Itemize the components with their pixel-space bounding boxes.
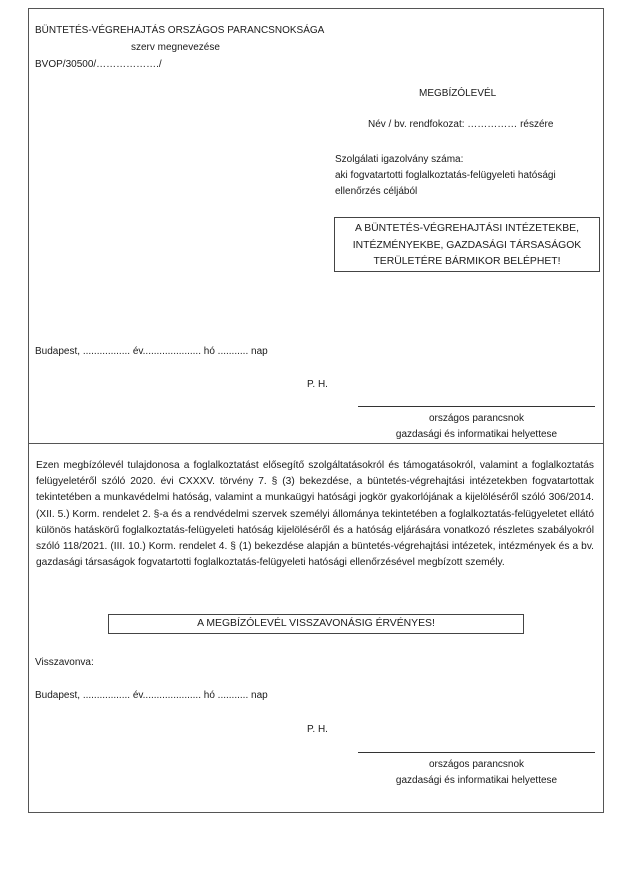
purpose-line-2: ellenőrzés céljából [335,186,418,197]
seal-placeholder: P. H. [307,724,328,735]
document-frame [28,8,604,813]
access-notice-box [334,217,600,272]
org-subtitle: szerv megnevezése [131,42,220,53]
validity-notice: A MEGBÍZÓLEVÉL VISSZAVONÁSIG ÉRVÉNYES! [197,618,435,629]
access-notice-line: INTÉZMÉNYEKBE, GAZDASÁGI TÁRSASÁGOK [352,239,582,251]
section-divider [29,443,603,444]
date-line: Budapest, ................. év..................... hó ........... nap [35,346,268,357]
purpose-line-1: aki fogvatartotti foglalkoztatás-felügyeleti hatósági [335,170,556,181]
reference-number: BVOP/30500/………………./ [35,59,162,70]
legal-basis-text: Ezen megbízólevél tulajdonosa a foglalkoztatást elősegítő szolgáltatásokról és támogatásokról, valamint a foglalkoztatás felügyeletéről szóló 2020. évi CXXXV. törvény 7. § (3) bekezdése, a büntetés-végrehajtási intézetekben fogvatartottak tekintetében a munkavédelmi hatóság, valamint a munkaügyi hatósági jogkör gyakorlójának a kijelöléséről szóló 306/2014. (XII. 5.) Korm. rendelet 2. §-a és a rendvédelmi szervek személyi állománya tekintetében a foglalkoztatás-felügyeletet ellátó különös hatáskörű foglalkoztatás-felügyeleti hatóság kijelöléséről és a hatóság eljárására vonatkozó részletes szabályokról szóló 118/2021. (III. 10.) Korm. rendelet 4. § (1) bekezdése alapján a büntetés-végrehajtási intézetek, intézmények és a bv. gazdasági társaságok fogvatartotti foglalkoztatás-felügyeleti hatósági ellenőrzésével megbízott személy. [36,460,594,569]
signatory-title: országos parancsnok [428,413,525,424]
revoked-label: Visszavonva: [35,657,94,668]
org-name: BÜNTETÉS-VÉGREHAJTÁS ORSZÁGOS PARANCSNOKSÁGA [35,25,325,36]
validity-notice-box [108,614,524,634]
access-notice-line: TERÜLETÉRE BÁRMIKOR BELÉPHET! [373,256,561,267]
letter-title: MEGBÍZÓLEVÉL [419,88,497,99]
revocation-date-line: Budapest, ................. év..................... hó ........... nap [35,690,268,701]
access-notice-line: A BÜNTETÉS-VÉGREHAJTÁSI INTÉZETEKBE, [354,223,580,234]
seal-placeholder: P. H. [307,379,328,390]
signature-line [358,752,595,753]
signatory-title: országos parancsnok [428,759,525,770]
id-card-line: Szolgálati igazolvány száma: [335,154,464,165]
recipient-line: Név / bv. rendfokozat: …………… részére [368,119,554,130]
signatory-position: gazdasági és informatikai helyettese [395,775,558,786]
signatory-position: gazdasági és informatikai helyettese [395,429,558,440]
signature-line [358,406,595,407]
